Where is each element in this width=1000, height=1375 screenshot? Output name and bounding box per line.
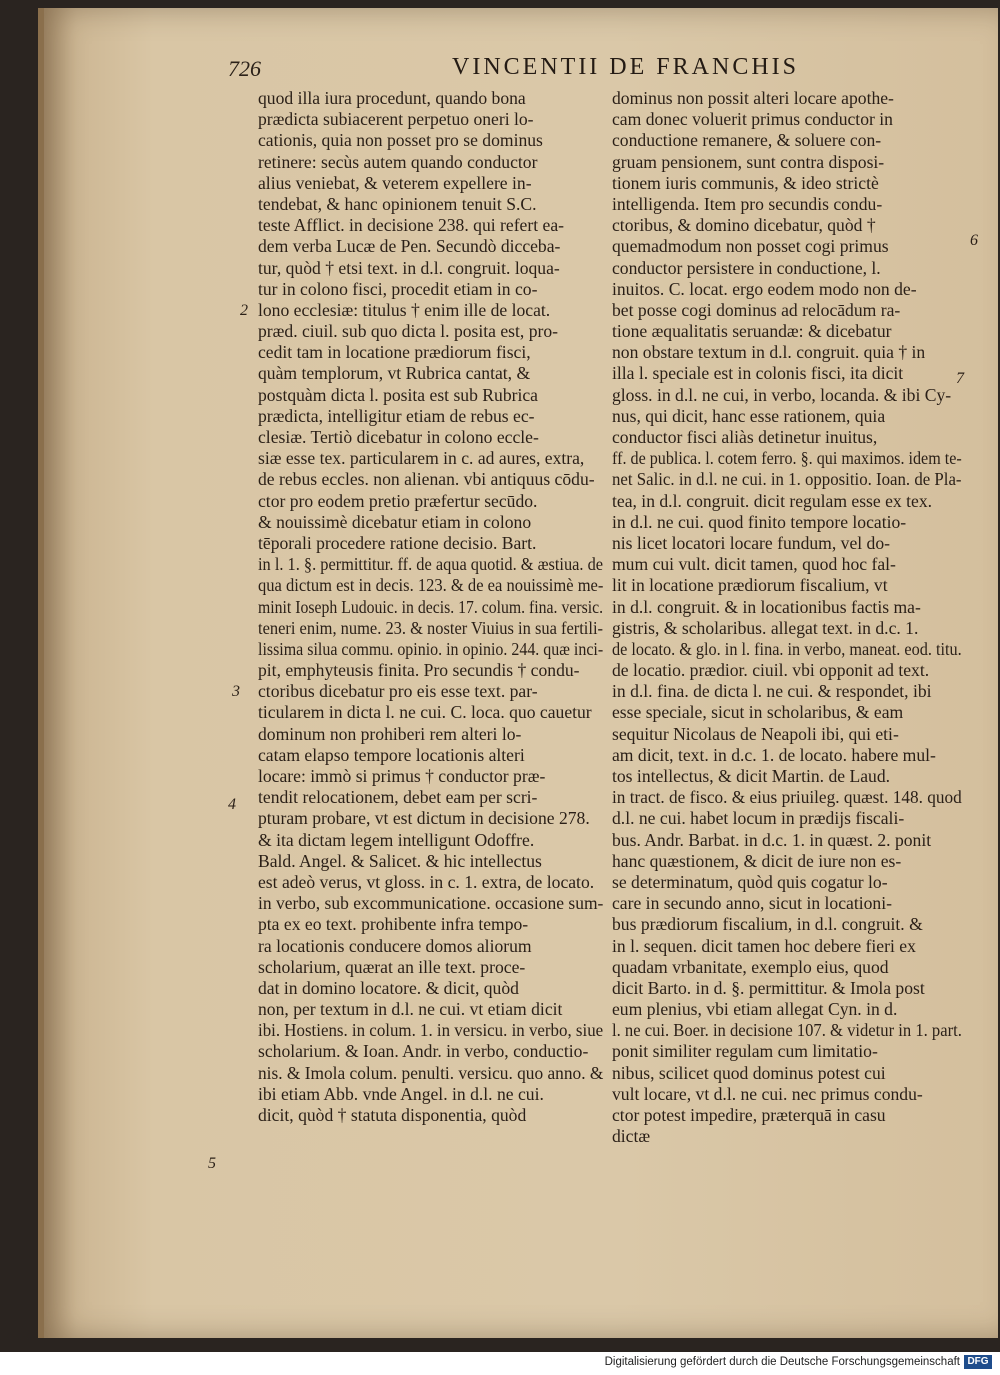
text-line: dat in domino locatore. & dicit, quòd xyxy=(258,977,519,998)
text-line: tēporali procedere ratione decisio. Bart. xyxy=(258,532,537,553)
text-line: de locato. & glo. in l. fina. in verbo, maneat. eod. titu. xyxy=(612,638,962,659)
text-line: tione æqualitatis seruandæ: & dicebatur xyxy=(612,321,892,342)
text-line: teneri enim, nume. 23. & noster Viuius in sua fertili- xyxy=(258,617,603,638)
text-line: am dicit, text. in d.c. 1. de locato. habere mul- xyxy=(612,744,936,765)
margin-number-7: 7 xyxy=(956,370,964,387)
text-line: d.l. ne cui. habet locum in prædijs fiscali- xyxy=(612,808,905,829)
text-line: ctoribus, & domino dicebatur, quòd † xyxy=(612,215,876,236)
text-line: esse speciale, sicut in scholaribus, & eam xyxy=(612,702,904,723)
text-line: l. ne cui. Boer. in decisione 107. & videtur in 1. part. xyxy=(612,1020,962,1041)
text-line: eum plenius, vbi etiam allegat Cyn. in d. xyxy=(612,999,898,1020)
text-line: dominus non possit alteri locare apothe- xyxy=(612,88,894,108)
text-line: hanc quæstionem, & dicit de iure non es- xyxy=(612,850,902,871)
text-line: tos intellectus, & dicit Martin. de Laud. xyxy=(612,766,891,786)
text-line: in verbo, sub excommunicatione. occasione sum- xyxy=(258,893,604,914)
text-line: dicit, quòd † statuta disponentia, quòd xyxy=(258,1105,527,1125)
margin-number-2: 2 xyxy=(240,302,248,319)
text-line: ticularem in dicta l. ne cui. C. loca. quo cauetur xyxy=(258,702,592,723)
text-line: se determinatum, quòd quis cogatur lo- xyxy=(612,871,888,892)
text-line: ff. de publica. l. cotem ferro. §. qui maximos. idem te- xyxy=(612,448,962,469)
right-column xyxy=(612,88,962,1147)
text-line: postquàm dicta l. posita est sub Rubrica xyxy=(258,384,538,405)
text-line: net Salic. in d.l. ne cui. in 1. oppositio. Ioan. de Pla- xyxy=(612,469,962,490)
margin-number-3: 3 xyxy=(232,683,240,700)
text-line: in d.l. fina. de dicta l. ne cui. & respondet, ibi xyxy=(612,681,932,702)
text-line: care in secundo anno, sicut in locationi- xyxy=(612,893,892,914)
text-line: non obstare textum in d.l. congruit. quia † in xyxy=(612,342,926,363)
text-line: nus, qui dicit, hanc esse rationem, quia xyxy=(612,405,886,426)
text-line: cationis, quia non posset pro se dominus xyxy=(258,130,543,151)
text-line: lono ecclesiæ: titulus † enim ille de locat. xyxy=(258,299,551,320)
margin-number-4: 4 xyxy=(228,796,236,813)
text-line: clesiæ. Tertiò dicebatur in colono eccle- xyxy=(258,427,539,447)
text-line: teste Afflict. in decisione 238. qui refert ea- xyxy=(258,215,564,236)
text-line: prædicta, intelligitur etiam de rebus ec- xyxy=(258,405,535,426)
text-line: ra locationis conducere domos aliorum xyxy=(258,935,532,956)
text-line: qua dictum est in decis. 123. & de ea nouissimè me- xyxy=(258,575,604,596)
text-line: pturam probare, vt est dictum in decisione 278. xyxy=(258,808,590,829)
text-line: tea, in d.l. congruit. dicit regulam esse ex tex. xyxy=(612,490,933,511)
text-line: inuitos. C. locat. ergo eodem modo non de- xyxy=(612,278,917,299)
text-line: conductione remanere, & soluere con- xyxy=(612,130,882,151)
text-line: bet posse cogi dominus ad relocādum ra- xyxy=(612,299,901,320)
text-line: in l. 1. §. permittitur. ff. de aqua quotid. & æstiua. de xyxy=(258,554,604,575)
text-line: bus. Andr. Barbat. in d.c. 1. in quæst. 2. ponit xyxy=(612,829,932,850)
text-line: non, per textum in d.l. ne cui. vt etiam dicit xyxy=(258,999,563,1020)
text-line: conductor fisci aliàs detinetur inuitus, xyxy=(612,427,878,447)
text-line: gloss. in d.l. ne cui, in verbo, locanda. & ibi Cy- xyxy=(612,384,952,405)
text-line: in tract. de fisco. & eius priuileg. quæst. 148. quod xyxy=(612,787,962,808)
text-line: pta ex eo text. prohibente infra tempo- xyxy=(258,914,529,935)
text-line: intelligenda. Item pro secundis condu- xyxy=(612,193,883,214)
text-line: tionem iuris communis, & ideo strictè xyxy=(612,172,879,193)
text-line: dictæ xyxy=(612,1126,651,1147)
text-line: Bald. Angel. & Salicet. & hic intellectus xyxy=(258,850,542,871)
text-line: catam elapso tempore locationis alteri xyxy=(258,744,525,765)
text-line: illa l. speciale est in colonis fisci, ita dicit xyxy=(612,363,904,384)
left-column xyxy=(258,88,603,1126)
text-line: scholarium, quærat an ille text. proce- xyxy=(258,956,526,977)
text-line: dem verba Lucæ de Pen. Secundò dicceba- xyxy=(258,236,561,257)
text-line: ctor pro eodem pretio præfertur secūdo. xyxy=(258,490,538,511)
text-line: prædicta subiacerent perpetuo oneri lo- xyxy=(258,109,534,130)
text-line: nis licet locatori locare fundum, vel do- xyxy=(612,532,890,553)
text-line: quadam vrbanitate, exemplo eius, quod xyxy=(612,956,889,977)
text-line: præd. ciuil. sub quo dicta l. posita est, pro- xyxy=(258,321,559,342)
text-line: gruam pensionem, sunt contra disposi- xyxy=(612,151,885,172)
text-line: siæ esse tex. particularem in c. ad aures, extra, xyxy=(258,448,585,469)
text-line: conductor persistere in conductione, l. xyxy=(612,257,881,278)
text-line: tendebat, & hanc opinionem tenuit S.C. xyxy=(258,193,537,214)
text-line: quàm templorum, vt Rubrica cantat, & xyxy=(258,363,531,384)
text-line: ctor potest impedire, præterquā in casu xyxy=(612,1105,886,1125)
footer-credit: Digitalisierung gefördert durch die Deutsche Forschungsgemeinschaft xyxy=(604,1356,960,1368)
text-line: tur in colono fisci, procedit etiam in co- xyxy=(258,278,538,299)
text-line: est adeò verus, vt gloss. in c. 1. extra, de locato. xyxy=(258,871,595,892)
margin-number-5: 5 xyxy=(208,1155,216,1172)
text-line: lissima silua commu. opinio. in opinio. 244. quæ inci- xyxy=(258,638,604,659)
page-header xyxy=(0,56,1000,86)
text-line: vult locare, vt d.l. ne cui. nec primus condu- xyxy=(612,1083,923,1104)
text-line: quod illa iura procedunt, quando bona xyxy=(258,88,526,108)
text-line: bus prædiorum fiscalium, in d.l. congruit. & xyxy=(612,914,923,935)
text-line: de locatio. prædior. ciuil. vbi opponit ad text. xyxy=(612,660,930,681)
text-line: minit Ioseph Ludouic. in decis. 17. colum. fina. versic. xyxy=(258,596,604,617)
text-line: de rebus eccles. non alienan. vbi antiquus cōdu- xyxy=(258,469,595,490)
margin-number-6: 6 xyxy=(970,232,978,249)
text-line: & ita dictam legem intelligunt Odoffre. xyxy=(258,829,535,850)
text-line: dominum non prohiberi rem alteri lo- xyxy=(258,723,522,744)
text-line: nibus, scilicet quod dominus potest cui xyxy=(612,1062,886,1083)
text-line: locare: immò si primus † conductor præ- xyxy=(258,766,546,786)
page-edge xyxy=(38,8,44,1338)
footer-bar xyxy=(0,1352,1000,1375)
text-line: alius veniebat, & veterem expellere in- xyxy=(258,172,532,193)
text-line: ctoribus dicebatur pro eis esse text. par- xyxy=(258,681,538,702)
text-line: cedit tam in locatione prædiorum fisci, xyxy=(258,342,531,363)
page-number: 726 xyxy=(228,56,261,81)
text-line: in l. sequen. dicit tamen hoc debere fieri ex xyxy=(612,935,916,956)
text-line: lit in locatione prædiorum fiscalium, vt xyxy=(612,575,888,596)
text-line: ibi. Hostiens. in colum. 1. in versicu. in verbo, siue xyxy=(258,1020,604,1041)
running-head: VINCENTII DE FRANCHIS xyxy=(452,54,799,80)
text-line: in d.l. ne cui. quod finito tempore locatio- xyxy=(612,511,907,532)
text-line: sequitur Nicolaus de Neapoli ibi, qui eti- xyxy=(612,723,899,744)
text-line: mum cui vult. dicit tamen, quod hoc fal- xyxy=(612,554,896,575)
text-line: tendit relocationem, debet eam per scri- xyxy=(258,787,538,808)
text-line: pit, emphyteusis finita. Pro secundis † condu- xyxy=(258,660,580,681)
text-line: nis. & Imola colum. penulti. versicu. quo anno. & xyxy=(258,1062,604,1083)
text-line: dicit Barto. in d. §. permittitur. & Imola post xyxy=(612,977,925,998)
text-line: in d.l. congruit. & in locationibus factis ma- xyxy=(612,596,921,617)
text-line: ibi etiam Abb. vnde Angel. in d.l. ne cui. xyxy=(258,1083,544,1104)
text-line: cam donec voluerit primus conductor in xyxy=(612,109,893,130)
text-line: scholarium. & Ioan. Andr. in verbo, conductio- xyxy=(258,1041,589,1062)
text-line: gistris, & scholaribus. allegat text. in d.c. 1. xyxy=(612,617,919,638)
dfg-logo: DFG xyxy=(964,1355,992,1369)
text-line: & nouissimè dicebatur etiam in colono xyxy=(258,511,532,532)
text-line: tur, quòd † etsi text. in d.l. congruit. loqua- xyxy=(258,257,560,278)
text-line: ponit similiter regulam cum limitatio- xyxy=(612,1041,878,1062)
text-line: quemadmodum non posset cogi primus xyxy=(612,236,889,257)
text-line: retinere: secùs autem quando conductor xyxy=(258,151,538,172)
